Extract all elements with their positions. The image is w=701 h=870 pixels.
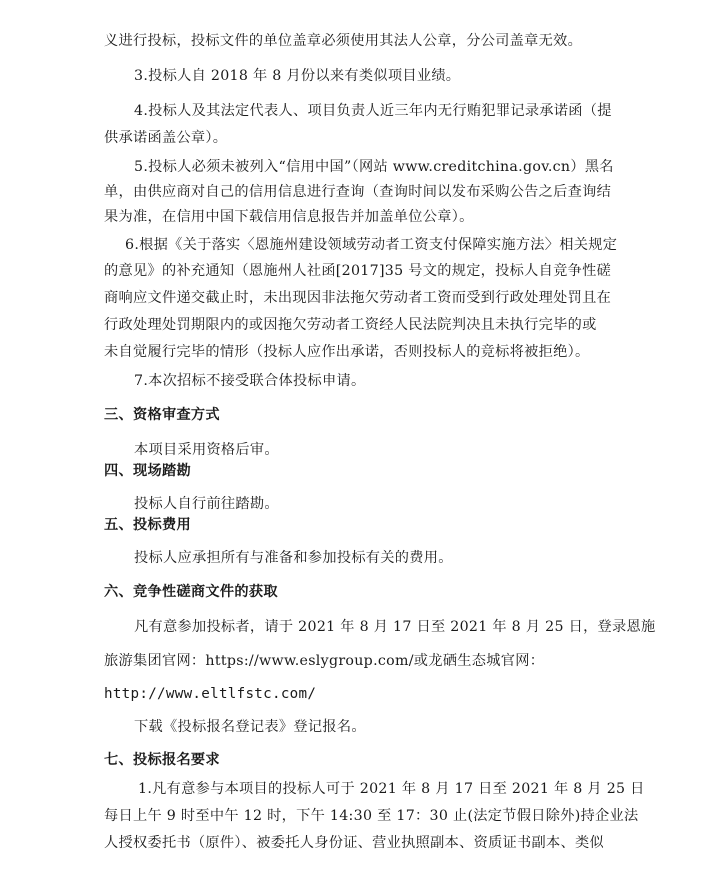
list-item: 7.本次招标不接受联合体投标申请。 (134, 373, 366, 389)
list-item: 4.投标人及其法定代表人、项目负责人近三年内无行贿犯罪记录承诺函（提 (134, 103, 612, 119)
text-line: 投标人应承担所有与准备和参加投标有关的费用。 (134, 550, 453, 566)
url-text: http://www.eltlfstc.com/ (104, 686, 317, 702)
text-line: 供承诺函盖公章）。 (104, 130, 228, 146)
text-line: 单，由供应商对自己的信用信息进行查询（查询时间以发布采购公告之后查询结 (104, 184, 612, 200)
text-line: 下载《投标报名登记表》登记报名。 (134, 719, 366, 735)
section-heading: 六、竞争性磋商文件的获取 (104, 584, 278, 600)
section-heading: 三、资格审查方式 (104, 407, 220, 423)
text-line: 义进行投标，投标文件的单位盖章必须使用其法人公章，分公司盖章无效。 (104, 33, 583, 49)
text-line: 凡有意参加投标者，请于 2021 年 8 月 17 日至 2021 年 8 月 25 日，登录恩施 (134, 619, 656, 635)
text-line: 人授权委托书（原件）、被委托人身份证、营业执照副本、资质证书副本、类似 (104, 835, 604, 851)
list-item: 5.投标人必须未被列入“信用中国”（网站 www.creditchina.gov.cn）黑名 (134, 159, 614, 175)
text-line: 每日上午 9 时至中午 12 时，下午 14:30 至 17：30 止(法定节假日除外)持企业法 (104, 808, 639, 824)
text-line: 未自觉履行完毕的情形（投标人应作出承诺，否则投标人的竞标将被拒绝）。 (104, 344, 590, 360)
text-line: 旅游集团官网：https://www.eslygroup.com/或龙硒生态城官网： (104, 653, 545, 669)
text-line: 行政处理处罚期限内的或因拖欠劳动者工资经人民法院判决且未执行完毕的或 (104, 317, 597, 333)
text-line: 投标人自行前往踏勘。 (134, 496, 279, 512)
text-line: 本项目采用资格后审。 (134, 442, 279, 458)
text-line: 的意见》的补充通知（恩施州人社函[2017]35 号文的规定，投标人自竞争性磋 (104, 263, 612, 279)
section-heading: 七、投标报名要求 (104, 752, 220, 768)
list-item: 6.根据《关于落实〈恩施州建设领域劳动者工资支付保障实施方法〉相关规定 (125, 237, 618, 253)
text-line: 果为准，在信用中国下载信用信息报告并加盖单位公章）。 (104, 209, 474, 225)
section-heading: 五、投标费用 (104, 517, 191, 533)
list-item: 3.投标人自 2018 年 8 月份以来有类似项目业绩。 (134, 68, 461, 84)
section-heading: 四、现场踏勘 (104, 463, 191, 479)
text-line: 商响应文件递交截止时，未出现因非法拖欠劳动者工资而受到行政处理处罚且在 (104, 290, 612, 306)
list-item: 1.凡有意参与本项目的投标人可于 2021 年 8 月 17 日至 2021 年 8 月 25 日 (138, 781, 645, 797)
